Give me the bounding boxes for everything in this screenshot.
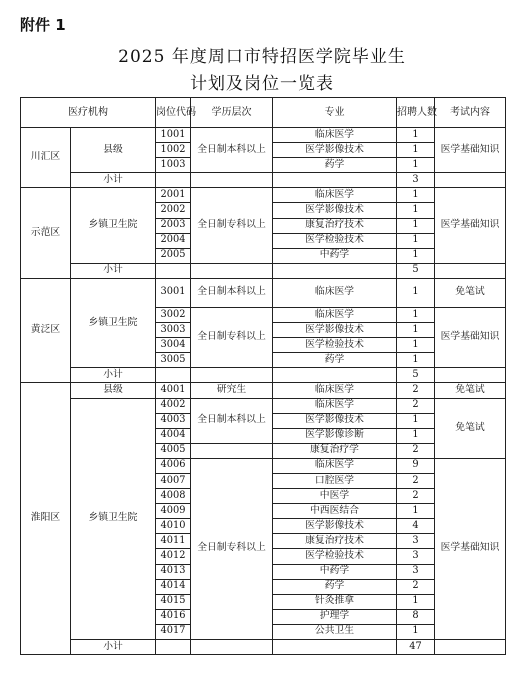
code-cell: 3003 [156, 323, 191, 338]
subtotal-label: 小计 [71, 263, 156, 278]
major-cell: 医学影像技术 [273, 203, 397, 218]
education-cell: 全日制专科以上 [191, 458, 273, 639]
exam-cell: 医学基础知识 [435, 307, 506, 367]
district-cell: 淮阳区 [21, 383, 71, 655]
count-cell: 1 [397, 128, 435, 143]
header-institution: 医疗机构 [21, 98, 156, 128]
code-cell: 2003 [156, 218, 191, 233]
count-cell: 1 [397, 158, 435, 173]
major-cell: 康复治疗学 [273, 443, 397, 458]
level-cell: 县级 [71, 383, 156, 398]
code-cell: 2002 [156, 203, 191, 218]
table-row [21, 128, 506, 143]
recruitment-table [20, 97, 506, 655]
code-cell: 1001 [156, 128, 191, 143]
code-cell: 4012 [156, 549, 191, 564]
major-cell: 中医学 [273, 489, 397, 504]
exam-cell: 医学基础知识 [435, 128, 506, 173]
code-cell: 4002 [156, 398, 191, 413]
subtotal-value: 5 [397, 263, 435, 278]
count-cell: 2 [397, 473, 435, 488]
education-cell: 研究生 [191, 383, 273, 398]
major-cell: 药学 [273, 579, 397, 594]
count-cell: 1 [397, 307, 435, 322]
major-cell: 医学影像技术 [273, 143, 397, 158]
count-cell: 1 [397, 428, 435, 443]
count-cell: 1 [397, 594, 435, 609]
count-cell: 2 [397, 579, 435, 594]
code-cell: 4009 [156, 504, 191, 519]
code-cell: 1003 [156, 158, 191, 173]
code-cell: 4016 [156, 609, 191, 624]
major-cell: 医学影像技术 [273, 519, 397, 534]
major-cell: 医学检验技术 [273, 233, 397, 248]
code-cell: 4014 [156, 579, 191, 594]
count-cell: 1 [397, 188, 435, 203]
header-count: 招聘人数 [397, 98, 435, 128]
subtotal-row [21, 263, 506, 278]
count-cell: 2 [397, 443, 435, 458]
subtotal-label: 小计 [71, 173, 156, 188]
code-cell: 2001 [156, 188, 191, 203]
count-cell: 3 [397, 549, 435, 564]
education-cell: 全日制专科以上 [191, 188, 273, 263]
level-cell: 乡镇卫生院 [71, 188, 156, 263]
level-cell: 县级 [71, 128, 156, 173]
exam-cell: 医学基础知识 [435, 188, 506, 263]
code-cell: 4015 [156, 594, 191, 609]
attachment-label: 附件 1 [20, 16, 66, 34]
subtotal-label: 小计 [71, 368, 156, 383]
count-cell: 1 [397, 278, 435, 307]
major-cell: 医学影像诊断 [273, 428, 397, 443]
level-cell: 乡镇卫生院 [71, 398, 156, 640]
code-cell: 3005 [156, 353, 191, 368]
table-row [21, 188, 506, 203]
table-row [21, 278, 506, 307]
count-cell: 2 [397, 398, 435, 413]
code-cell: 4005 [156, 443, 191, 458]
major-cell: 中药学 [273, 564, 397, 579]
exam-cell: 免笔试 [435, 398, 506, 458]
major-cell: 医学检验技术 [273, 549, 397, 564]
major-cell: 临床医学 [273, 128, 397, 143]
code-cell: 4010 [156, 519, 191, 534]
count-cell: 1 [397, 504, 435, 519]
major-cell: 临床医学 [273, 383, 397, 398]
header-exam: 考试内容 [435, 98, 506, 128]
table-row [21, 398, 506, 413]
major-cell: 临床医学 [273, 278, 397, 307]
education-cell: 全日制专科以上 [191, 307, 273, 367]
exam-cell: 医学基础知识 [435, 458, 506, 639]
major-cell: 康复治疗技术 [273, 218, 397, 233]
major-cell: 医学检验技术 [273, 338, 397, 353]
code-cell: 4017 [156, 624, 191, 639]
code-cell: 3001 [156, 278, 191, 307]
subtotal-value: 5 [397, 368, 435, 383]
count-cell: 3 [397, 534, 435, 549]
education-cell: 全日制本科以上 [191, 278, 273, 307]
district-cell: 示范区 [21, 188, 71, 279]
subtotal-value: 47 [397, 640, 435, 655]
major-cell: 临床医学 [273, 458, 397, 473]
code-cell: 2005 [156, 248, 191, 263]
table-row [21, 383, 506, 398]
code-cell: 4006 [156, 458, 191, 473]
count-cell: 1 [397, 323, 435, 338]
education-cell: 全日制本科以上 [191, 128, 273, 173]
exam-cell: 免笔试 [435, 383, 506, 398]
education-cell: 全日制本科以上 [191, 398, 273, 443]
count-cell: 1 [397, 338, 435, 353]
code-cell: 4004 [156, 428, 191, 443]
code-cell: 3002 [156, 307, 191, 322]
code-cell: 4011 [156, 534, 191, 549]
header-major: 专业 [273, 98, 397, 128]
count-cell: 1 [397, 233, 435, 248]
major-cell: 药学 [273, 158, 397, 173]
header-code: 岗位代码 [156, 98, 191, 128]
major-cell: 医学影像技术 [273, 323, 397, 338]
count-cell: 1 [397, 413, 435, 428]
count-cell: 1 [397, 624, 435, 639]
major-cell: 临床医学 [273, 398, 397, 413]
count-cell: 8 [397, 609, 435, 624]
count-cell: 3 [397, 564, 435, 579]
code-cell: 2004 [156, 233, 191, 248]
code-cell: 4008 [156, 489, 191, 504]
code-cell: 4013 [156, 564, 191, 579]
level-cell: 乡镇卫生院 [71, 278, 156, 367]
subtotal-row [21, 173, 506, 188]
code-cell: 3004 [156, 338, 191, 353]
exam-cell: 免笔试 [435, 278, 506, 307]
subtotal-value: 3 [397, 173, 435, 188]
count-cell: 1 [397, 203, 435, 218]
major-cell: 临床医学 [273, 307, 397, 322]
major-cell: 口腔医学 [273, 473, 397, 488]
count-cell: 1 [397, 143, 435, 158]
subtotal-row [21, 368, 506, 383]
major-cell: 临床医学 [273, 188, 397, 203]
code-cell: 4003 [156, 413, 191, 428]
district-cell: 黄泛区 [21, 278, 71, 382]
major-cell: 护理学 [273, 609, 397, 624]
count-cell: 2 [397, 383, 435, 398]
count-cell: 9 [397, 458, 435, 473]
document-title: 2025 年度周口市特招医学院毕业生 [118, 47, 406, 67]
document-subtitle: 计划及岗位一览表 [190, 74, 334, 94]
major-cell: 药学 [273, 353, 397, 368]
major-cell: 针灸推拿 [273, 594, 397, 609]
code-cell: 4007 [156, 473, 191, 488]
major-cell: 中药学 [273, 248, 397, 263]
count-cell: 1 [397, 248, 435, 263]
header-education: 学历层次 [191, 98, 273, 128]
header-row [21, 98, 506, 128]
count-cell: 2 [397, 489, 435, 504]
count-cell: 4 [397, 519, 435, 534]
major-cell: 医学影像技术 [273, 413, 397, 428]
count-cell: 1 [397, 218, 435, 233]
major-cell: 公共卫生 [273, 624, 397, 639]
count-cell: 1 [397, 353, 435, 368]
code-cell: 4001 [156, 383, 191, 398]
subtotal-label: 小计 [71, 640, 156, 655]
district-cell: 川汇区 [21, 128, 71, 188]
major-cell: 康复治疗技术 [273, 534, 397, 549]
code-cell: 1002 [156, 143, 191, 158]
major-cell: 中西医结合 [273, 504, 397, 519]
subtotal-row [21, 640, 506, 655]
